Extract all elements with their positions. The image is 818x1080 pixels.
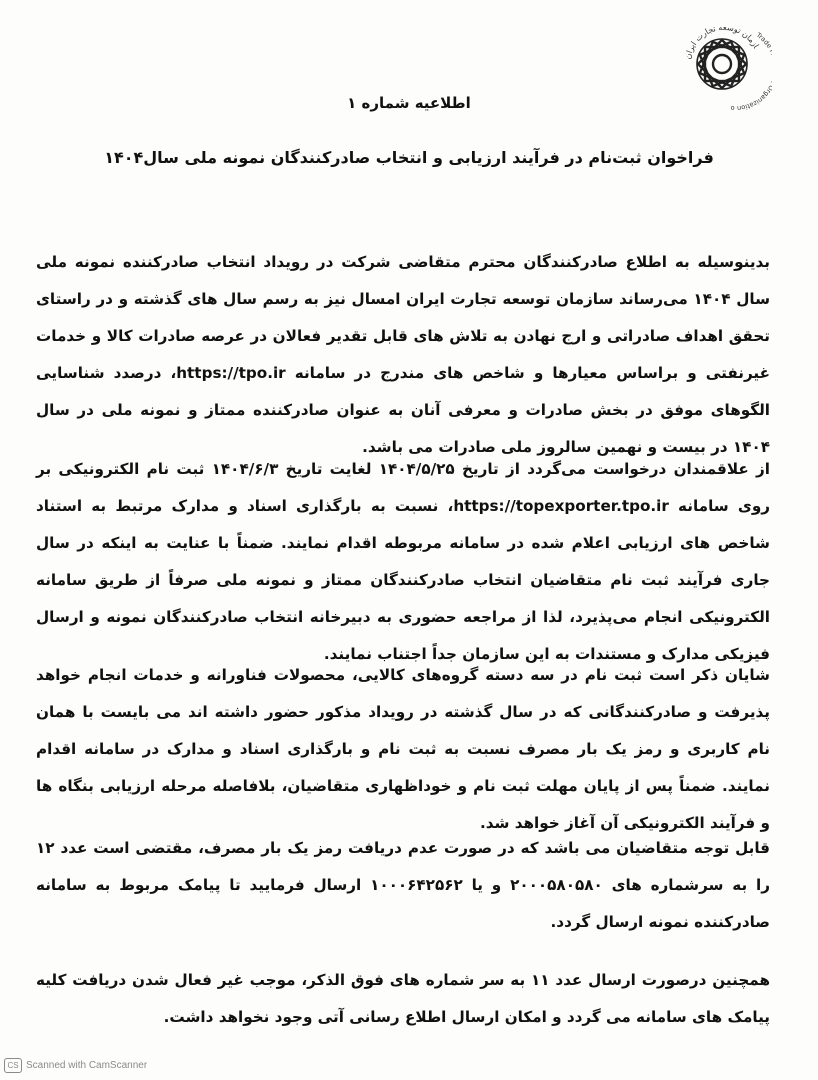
svg-text:Trade Promotion Organization o: Trad rganization o xyxy=(730,30,772,113)
notice-title: فراخوان ثبت‌نام در فرآیند ارزیابی و انتخاب صادرکنندگان نمونه ملی سال۱۴۰۴ xyxy=(104,148,714,167)
paragraph-sms-deactivation: همچنین درصورت ارسال عدد ۱۱ به سر شماره های فوق الذکر، موجب غیر فعال شدن دریافت کلیه پیامک های سامانه می گردد و امکان ارسال اطلاع رسانی آتی وجود نخواهد داشت. xyxy=(36,971,770,1026)
camscanner-icon: CS xyxy=(4,1058,22,1073)
paragraph-registration: از علاقمندان درخواست می‌گردد از تاریخ ۱۴۰۴/۵/۲۵ لغایت تاریخ ۱۴۰۴/۶/۳ ثبت نام الکترونیکی بر روی سامانه https://topexporter.tpo.ir، نسبت به بارگذاری اسناد و مدارک مرتبط به استناد شاخص های ارزیابی اعلام شده در سامانه مربوطه اقدام نمایند. ضمناً با عنایت به اینکه در سال جاری فرآیند ثبت نام متقاضیان انتخاب صادرکنندگان ممتاز و نمونه ملی صرفاً از طریق سامانه الکترونیکی انجام می‌پذیرد، لذا از مراجعه حضوری به دبیرخانه انتخاب صادرکنندگان نمونه و ارسال فیزیکی مدارک و مستندات به این سازمان جداً اجتناب نمایند. xyxy=(36,460,770,663)
scanner-watermark xyxy=(4,1058,147,1073)
paragraph-intro: بدینوسیله به اطلاع صادرکنندگان محترم متقاضی شرکت در رویداد انتخاب صادرکننده نمونه ملی سال ۱۴۰۴ می‌رساند سازمان توسعه تجارت ایران امسال نیز به رسم سال های گذشته و در راستای تحقق اهداف صادراتی و ارج نهادن به تلاش های قابل تقدیر فعالان در عرصه صادرات کالا و خدمات غیرنفتی و براساس معیارها و شاخص های مندرج در سامانه https://tpo.ir، درصدد شناسایی الگوهای موفق در بخش صادرات و معرفی آنان به عنوان صادرکننده ممتاز و نمونه ملی در سال ۱۴۰۴ در بیست و نهمین سالروز ملی صادرات می باشد. xyxy=(36,253,771,456)
svg-text:سازمان توسعه تجارت ایران: ازمان توسعه تجارت ایران xyxy=(683,22,761,60)
paragraph-otp: قابل توجه متقاضیان می باشد که در صورت عدم دریافت رمز یک بار مصرف، مقتضی است عدد ۱۲ را به سرشماره های ۲۰۰۰۵۸۰۵۸۰ و یا ۱۰۰۰۶۴۲۵۶۲ ارسال فرمایید تا پیامک مربوط به سامانه صادرکننده نمونه ارسال گردد. xyxy=(36,839,770,931)
notice-number: اطلاعیه شماره ۱ xyxy=(347,94,471,112)
paragraph-categories: شایان ذکر است ثبت نام در سه دسته گروه‌های کالایی، محصولات فناورانه و خدمات انجام خواهد پذیرفت و صادرکنندگانی که در سال گذشته در رویداد مذکور حضور داشته اند می بایست با همان نام کاربری و رمز یک بار مصرف نسبت به ثبت نام و بارگذاری اسناد و مدارک در سامانه اقدام نمایند. ضمناً پس از پایان مهلت ثبت نام و خوداظهاری متقاضیان، بلافاصله مرحله ارزیابی بنگاه ها و فرآیند الکترونیکی آن آغاز خواهد شد. xyxy=(36,666,770,832)
watermark-text: Scanned with CamScanner xyxy=(26,1060,148,1071)
